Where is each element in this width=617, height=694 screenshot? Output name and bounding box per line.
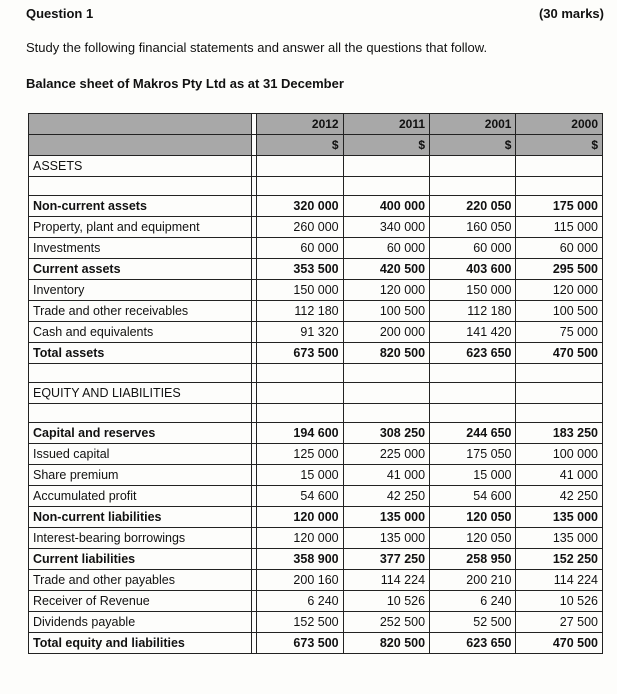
- table-row: [29, 612, 603, 633]
- year-header-row: [29, 114, 603, 135]
- value-cell: 120 000: [343, 280, 429, 301]
- value-cell: 152 250: [516, 549, 603, 570]
- currency-header-row: [29, 135, 603, 156]
- year-2011: 2011: [343, 114, 429, 135]
- row-label: Trade and other receivables: [29, 301, 252, 322]
- value-cell: 41 000: [516, 465, 603, 486]
- table-row: [29, 465, 603, 486]
- value-cell: 150 000: [257, 280, 343, 301]
- value-cell: 120 000: [516, 280, 603, 301]
- value-cell: 220 050: [430, 196, 516, 217]
- value-cell: 91 320: [257, 322, 343, 343]
- header-label-cell: [29, 135, 252, 156]
- value-cell: 112 180: [430, 301, 516, 322]
- value-cell: 135 000: [516, 528, 603, 549]
- balance-sheet-title: Balance sheet of Makros Pty Ltd as at 31 December: [26, 76, 344, 91]
- spacer-row: [29, 177, 603, 196]
- value-cell: 75 000: [516, 322, 603, 343]
- year-2000: 2000: [516, 114, 603, 135]
- instructions: Study the following financial statements and answer all the questions that follow.: [26, 40, 488, 55]
- value-cell: 135 000: [516, 507, 603, 528]
- table-row: [29, 280, 603, 301]
- value-cell: 60 000: [343, 238, 429, 259]
- value-cell: 141 420: [430, 322, 516, 343]
- header-label-cell: [29, 114, 252, 135]
- value-cell: 194 600: [257, 423, 343, 444]
- value-cell: 340 000: [343, 217, 429, 238]
- value-cell: 820 500: [343, 343, 429, 364]
- value-cell: 54 600: [257, 486, 343, 507]
- table-row: [29, 591, 603, 612]
- value-cell: 27 500: [516, 612, 603, 633]
- row-label: Interest-bearing borrowings: [29, 528, 252, 549]
- row-label: Non-current liabilities: [29, 507, 252, 528]
- table-row: [29, 423, 603, 444]
- spacer-row: [29, 364, 603, 383]
- value-cell: 100 000: [516, 444, 603, 465]
- table-row: [29, 549, 603, 570]
- value-cell: 41 000: [343, 465, 429, 486]
- value-cell: 125 000: [257, 444, 343, 465]
- spacer-row: [29, 404, 603, 423]
- value-cell: 135 000: [343, 507, 429, 528]
- row-label: Total assets: [29, 343, 252, 364]
- value-cell: 200 210: [430, 570, 516, 591]
- value-cell: 470 500: [516, 633, 603, 654]
- value-cell: 377 250: [343, 549, 429, 570]
- year-2001: 2001: [430, 114, 516, 135]
- row-label: Dividends payable: [29, 612, 252, 633]
- value-cell: 60 000: [516, 238, 603, 259]
- value-cell: 820 500: [343, 633, 429, 654]
- value-cell: 183 250: [516, 423, 603, 444]
- currency-cell: $: [257, 135, 343, 156]
- row-label: Property, plant and equipment: [29, 217, 252, 238]
- value-cell: 6 240: [430, 591, 516, 612]
- value-cell: 244 650: [430, 423, 516, 444]
- value-cell: 100 500: [343, 301, 429, 322]
- value-cell: 252 500: [343, 612, 429, 633]
- value-cell: 115 000: [516, 217, 603, 238]
- value-cell: 308 250: [343, 423, 429, 444]
- value-cell: 320 000: [257, 196, 343, 217]
- value-cell: 295 500: [516, 259, 603, 280]
- assets-section-row: [29, 156, 603, 177]
- row-label: Investments: [29, 238, 252, 259]
- currency-cell: $: [343, 135, 429, 156]
- value-cell: 175 000: [516, 196, 603, 217]
- value-cell: 60 000: [430, 238, 516, 259]
- value-cell: 42 250: [516, 486, 603, 507]
- value-cell: 160 050: [430, 217, 516, 238]
- value-cell: 470 500: [516, 343, 603, 364]
- year-2012: 2012: [257, 114, 343, 135]
- table-row: [29, 633, 603, 654]
- value-cell: 152 500: [257, 612, 343, 633]
- table-row: [29, 217, 603, 238]
- table-row: [29, 343, 603, 364]
- row-label: Capital and reserves: [29, 423, 252, 444]
- value-cell: 112 180: [257, 301, 343, 322]
- table-row: [29, 238, 603, 259]
- value-cell: 52 500: [430, 612, 516, 633]
- table-row: [29, 301, 603, 322]
- value-cell: 403 600: [430, 259, 516, 280]
- table-row: [29, 322, 603, 343]
- table-row: [29, 507, 603, 528]
- value-cell: 673 500: [257, 343, 343, 364]
- row-label: Trade and other payables: [29, 570, 252, 591]
- value-cell: 100 500: [516, 301, 603, 322]
- value-cell: 200 000: [343, 322, 429, 343]
- value-cell: 358 900: [257, 549, 343, 570]
- value-cell: 120 000: [257, 528, 343, 549]
- value-cell: 258 950: [430, 549, 516, 570]
- value-cell: 673 500: [257, 633, 343, 654]
- value-cell: 135 000: [343, 528, 429, 549]
- value-cell: 42 250: [343, 486, 429, 507]
- value-cell: 15 000: [257, 465, 343, 486]
- equity-section-row: [29, 383, 603, 404]
- row-label: Non-current assets: [29, 196, 252, 217]
- balance-sheet-body: [29, 114, 603, 654]
- value-cell: 120 000: [257, 507, 343, 528]
- balance-sheet-table: [28, 113, 603, 654]
- row-label: Total equity and liabilities: [29, 633, 252, 654]
- value-cell: 260 000: [257, 217, 343, 238]
- value-cell: 353 500: [257, 259, 343, 280]
- question-marks: (30 marks): [538, 6, 604, 21]
- question-label: Question 1: [26, 6, 94, 21]
- question-header: [26, 6, 604, 24]
- value-cell: 175 050: [430, 444, 516, 465]
- row-label: Receiver of Revenue: [29, 591, 252, 612]
- value-cell: 6 240: [257, 591, 343, 612]
- table-row: [29, 259, 603, 280]
- value-cell: 150 000: [430, 280, 516, 301]
- value-cell: 623 650: [430, 343, 516, 364]
- value-cell: 114 224: [516, 570, 603, 591]
- row-label: Accumulated profit: [29, 486, 252, 507]
- table-row: [29, 570, 603, 591]
- row-label: Current assets: [29, 259, 252, 280]
- currency-cell: $: [430, 135, 516, 156]
- row-label: Current liabilities: [29, 549, 252, 570]
- row-label: Inventory: [29, 280, 252, 301]
- table-row: [29, 486, 603, 507]
- value-cell: 10 526: [516, 591, 603, 612]
- value-cell: 10 526: [343, 591, 429, 612]
- section-heading: ASSETS: [29, 156, 252, 177]
- value-cell: 60 000: [257, 238, 343, 259]
- table-row: [29, 528, 603, 549]
- value-cell: 120 050: [430, 528, 516, 549]
- value-cell: 400 000: [343, 196, 429, 217]
- table-row: [29, 196, 603, 217]
- value-cell: 200 160: [257, 570, 343, 591]
- value-cell: 120 050: [430, 507, 516, 528]
- table-row: [29, 444, 603, 465]
- row-label: Share premium: [29, 465, 252, 486]
- value-cell: 623 650: [430, 633, 516, 654]
- value-cell: 15 000: [430, 465, 516, 486]
- value-cell: 114 224: [343, 570, 429, 591]
- value-cell: 420 500: [343, 259, 429, 280]
- row-label: Cash and equivalents: [29, 322, 252, 343]
- value-cell: 225 000: [343, 444, 429, 465]
- currency-cell: $: [516, 135, 603, 156]
- value-cell: 54 600: [430, 486, 516, 507]
- section-heading: EQUITY AND LIABILITIES: [29, 383, 252, 404]
- row-label: Issued capital: [29, 444, 252, 465]
